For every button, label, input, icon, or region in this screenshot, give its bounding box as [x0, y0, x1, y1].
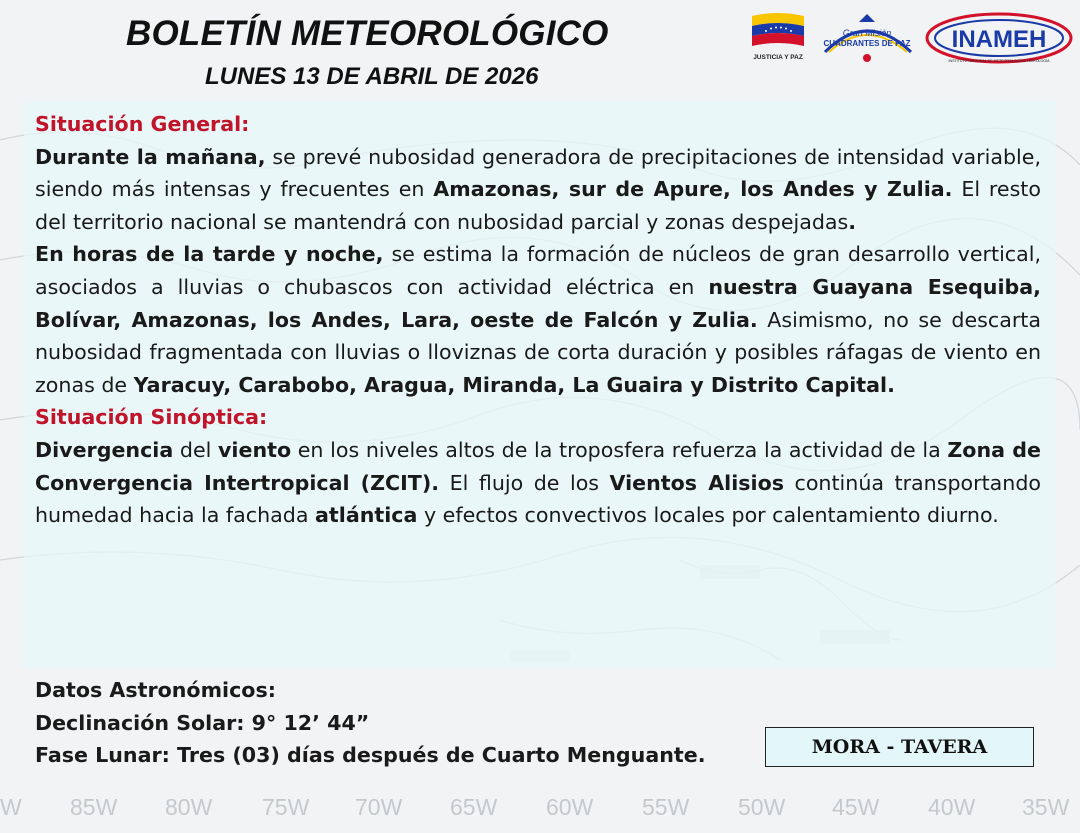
bulletin-content	[35, 108, 1041, 532]
longitude-tick: 50W	[738, 794, 786, 820]
gmcp-line1: Gran Misión	[842, 28, 892, 38]
text-segment: se estima la formación de núcleos de gran desarrollo vertical, asociados a lluvias o chubascos con actividad eléctrica en	[35, 242, 1042, 299]
bulletin-title: BOLETÍN METEOROLÓGICO	[126, 14, 609, 53]
text-segment: En horas de la tarde y noche,	[35, 242, 384, 267]
longitude-tick: 40W	[928, 794, 976, 820]
longitude-tick: 60W	[546, 794, 594, 820]
gran-mision-cuadrantes-logo	[815, 8, 920, 68]
situacion-general-afternoon	[35, 238, 1041, 401]
longitude-tick: 85W	[70, 794, 118, 820]
text-segment: Asimismo, no se descarta nubosidad fragmentada con lluvias o lloviznas de corta duración y posibles ráfagas de viento en zonas de	[35, 307, 1041, 397]
header	[0, 0, 1080, 100]
longitude-axis	[0, 790, 1080, 833]
venezuela-flag-logo	[748, 10, 808, 65]
situacion-sinoptica-text	[35, 434, 1041, 532]
longitude-tick: 70W	[355, 794, 403, 820]
longitude-tick: 75W	[262, 794, 310, 820]
situacion-general-title: Situación General:	[35, 112, 250, 136]
situacion-general-morning	[35, 141, 1041, 239]
longitude-tick: 80W	[165, 794, 213, 820]
inameh-logo	[924, 10, 1074, 68]
longitude-tick: W	[0, 794, 22, 820]
text-segment: atlántica	[315, 503, 418, 528]
longitude-tick: 35W	[1022, 794, 1070, 820]
text-segment: Amazonas, sur de Apure, los Andes y Zulia.	[433, 177, 953, 202]
forecaster-signature: MORA - TAVERA	[765, 727, 1034, 767]
situacion-sinoptica-title: Situación Sinóptica:	[35, 405, 268, 430]
bulletin-date: LUNES 13 DE ABRIL DE 2026	[205, 63, 539, 90]
solar-declination: Declinación Solar: 9° 12’ 44”	[35, 710, 370, 735]
text-segment: El resto del territorio nacional se mantendrá con nubosidad parcial y zonas despejadas	[35, 177, 1041, 234]
astronomical-data	[35, 674, 706, 772]
text-segment: El flujo de los	[439, 470, 610, 495]
text-segment: Zona de Convergencia Intertropical (ZCIT).	[35, 437, 1041, 495]
text-segment: .	[848, 209, 857, 234]
text-segment: en los niveles altos de la troposfera refuerza la actividad de la	[291, 437, 948, 462]
astronomical-title: Datos Astronómicos:	[35, 678, 276, 702]
text-segment: Durante la mañana,	[35, 144, 266, 169]
longitude-tick: 45W	[832, 794, 880, 820]
flag-caption: JUSTICIA Y PAZ	[753, 54, 803, 61]
inameh-name: INAMEH	[951, 26, 1047, 53]
inameh-caption: INSTITUTO NACIONAL DE METEOROLOGÍA E HIDROLOGÍA	[948, 59, 1050, 63]
longitude-tick: 55W	[642, 794, 690, 820]
text-segment: viento	[218, 437, 292, 462]
text-segment: Divergencia	[35, 437, 174, 462]
text-segment: se prevé nubosidad generadora de precipitaciones de intensidad variable, siendo más intensas y frecuentes en	[35, 144, 1041, 202]
text-segment: nuestra Guayana Esequiba, Bolívar, Amazonas, los Andes, Lara, oeste de Falcón y Zulia.	[35, 274, 1041, 332]
text-segment: Vientos Alisios	[609, 470, 784, 495]
moon-phase: Fase Lunar: Tres (03) días después de Cuarto Menguante.	[35, 743, 706, 767]
longitude-tick: 65W	[450, 794, 498, 820]
text-segment: del	[173, 437, 218, 462]
text-segment: continúa transportando humedad hacia la fachada	[35, 470, 1042, 528]
text-segment: y efectos convectivos locales por calentamiento diurno.	[417, 503, 999, 528]
text-segment: Yaracuy, Carabobo, Aragua, Miranda, La Guaira y Distrito Capital.	[133, 372, 895, 397]
gmcp-line2: CUADRANTES DE PAZ	[823, 39, 911, 48]
